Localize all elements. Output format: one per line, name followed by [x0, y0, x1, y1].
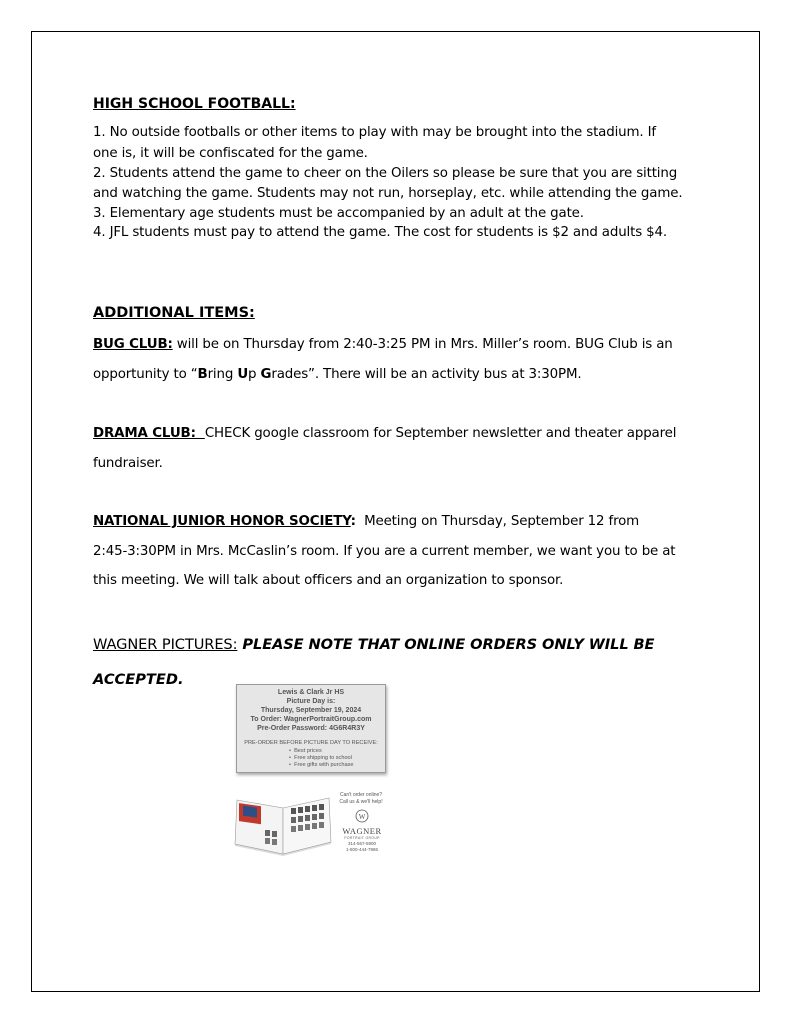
- bug-text: opportunity to “: [93, 367, 198, 382]
- card-bullet-text: Free shipping to school: [294, 755, 352, 761]
- bug-letter-b: B: [197, 367, 208, 382]
- football-line: and watching the game. Students may not run, horseplay, etc. while attending the game.: [93, 186, 683, 201]
- njhs-colon: :: [350, 514, 356, 529]
- football-heading: HIGH SCHOOL FOOTBALL:: [93, 96, 296, 112]
- football-line: one is, it will be confiscated for the game.: [93, 146, 368, 161]
- football-line: 2. Students attend the game to cheer on the Oilers so please be sure that you are sitting: [93, 166, 678, 181]
- card-title: Picture Day is:: [286, 698, 336, 705]
- bug-club-line-2: [93, 367, 581, 382]
- drama-club-label: DRAMA CLUB:: [93, 426, 205, 441]
- bug-club-label: BUG CLUB:: [93, 337, 173, 352]
- wagner-notice: PLEASE NOTE THAT ONLINE ORDERS ONLY WILL BE: [237, 636, 655, 653]
- ad-call-us: Call us & we'll help!: [339, 799, 383, 805]
- bug-text: ring: [207, 367, 238, 382]
- njhs-line-3: this meeting. We will talk about officers and an organization to sponsor.: [93, 573, 564, 588]
- ad-cant-order: Can't order online?: [339, 792, 383, 798]
- card-order: To Order: WagnerPortraitGroup.com: [250, 716, 372, 723]
- card-school: Lewis & Clark Jr HS: [277, 689, 345, 696]
- wagner-line-1: [93, 636, 654, 653]
- ad-phone-2: 1-800-444-7986: [345, 847, 379, 852]
- card-bullet: • Free gifts with purchase: [289, 762, 354, 768]
- picture-day-card: [236, 684, 386, 773]
- wagner-brand: WAGNER: [342, 826, 382, 836]
- football-line: 3. Elementary age students must be accompanied by an adult at the gate.: [93, 206, 584, 221]
- wagner-ad: [231, 786, 391, 858]
- football-line: 1. No outside footballs or other items to play with may be brought into the stadium. If: [93, 125, 656, 140]
- additional-heading: ADDITIONAL ITEMS:: [93, 305, 255, 321]
- card-bullet: • Free shipping to school: [289, 755, 352, 761]
- njhs-line-2: 2:45-3:30PM in Mrs. McCaslin’s room. If you are a current member, we want you to be at: [93, 544, 676, 559]
- bug-text: rades”. There will be an activity bus at 3:30PM.: [271, 367, 582, 382]
- card-note: PRE-ORDER BEFORE PICTURE DAY TO RECEIVE:: [244, 740, 378, 746]
- card-date: Thursday, September 19, 2024: [260, 707, 362, 714]
- card-password: Pre-Order Password: 4G6R4R3Y: [257, 725, 365, 732]
- card-bullet: • Best prices: [289, 748, 322, 754]
- wagner-label: WAGNER PICTURES:: [93, 636, 238, 653]
- card-bullet-text: Best prices: [294, 748, 322, 754]
- bug-club-line-1: [93, 337, 673, 352]
- njhs-label: NATIONAL JUNIOR HONOR SOCIETY: [93, 514, 351, 529]
- ad-phone-1: 314-567-5900: [347, 841, 377, 846]
- bug-club-text: will be on Thursday from 2:40-3:25 PM in Mrs. Miller’s room. BUG Club is an: [172, 337, 673, 352]
- card-bullet-text: Free gifts with purchase: [294, 762, 354, 768]
- drama-club-line-2: fundraiser.: [93, 456, 163, 471]
- bug-letter-u: U: [237, 367, 249, 382]
- njhs-text: Meeting on Thursday, September 12 from: [355, 514, 640, 529]
- drama-club-text: CHECK google classroom for September newsletter and theater apparel: [204, 426, 677, 441]
- bug-text: p: [248, 367, 261, 382]
- bug-letter-g: G: [260, 367, 272, 382]
- njhs-line-1: [93, 514, 639, 529]
- wagner-brand-sub: PORTRAIT GROUP: [344, 836, 380, 840]
- drama-club-line-1: [93, 426, 676, 441]
- wagner-logo-icon: [355, 809, 369, 823]
- wagner-notice-2: ACCEPTED.: [93, 671, 184, 688]
- svg-text:W: W: [358, 813, 366, 821]
- football-line: 4. JFL students must pay to attend the game. The cost for students is $2 and adults $4.: [93, 225, 667, 240]
- yearbook-illustration: [231, 786, 337, 858]
